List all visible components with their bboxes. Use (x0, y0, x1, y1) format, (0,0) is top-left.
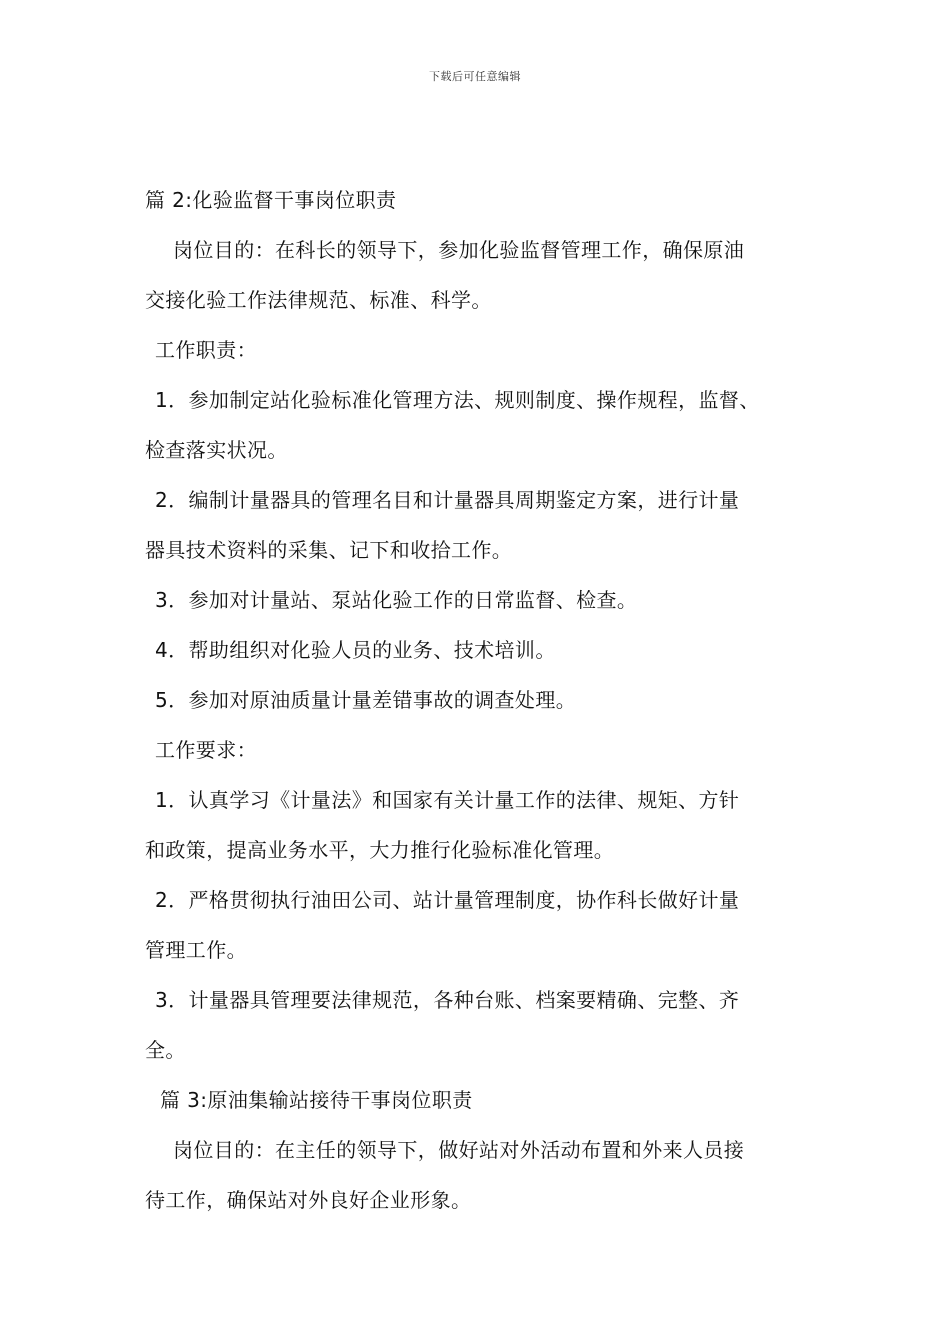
subheading-duties: 工作职责： (155, 338, 257, 362)
section-title-3: 篇 3:原油集输站接待干事岗位职责 (160, 1088, 473, 1112)
paragraph-line: 待工作，确保站对外良好企业形象。 (145, 1188, 472, 1212)
paragraph-line: 管理工作。 (145, 938, 247, 962)
paragraph-line: 全。 (145, 1038, 186, 1062)
paragraph-line: 交接化验工作法律规范、标准、科学。 (145, 288, 492, 312)
section-title-2: 篇 2:化验监督干事岗位职责 (145, 188, 397, 212)
paragraph-line: 岗位目的：在主任的领导下，做好站对外活动布置和外来人员接 (173, 1138, 745, 1162)
list-item: 1．认真学习《计量法》和国家有关计量工作的法律、规矩、方针 (155, 788, 740, 812)
list-item: 1．参加制定站化验标准化管理方法、规则制度、操作规程，监督、 (155, 388, 760, 412)
paragraph-line: 检查落实状况。 (145, 438, 288, 462)
list-item: 5．参加对原油质量计量差错事故的调查处理。 (155, 688, 577, 712)
list-item: 3．参加对计量站、泵站化验工作的日常监督、检查。 (155, 588, 638, 612)
subheading-requirements: 工作要求： (155, 738, 257, 762)
paragraph-line: 器具技术资料的采集、记下和收拾工作。 (145, 538, 513, 562)
paragraph-line: 岗位目的：在科长的领导下，参加化验监督管理工作，确保原油 (173, 238, 745, 262)
list-item: 2．严格贯彻执行油田公司、站计量管理制度，协作科长做好计量 (155, 888, 740, 912)
list-item: 4．帮助组织对化验人员的业务、技术培训。 (155, 638, 556, 662)
list-item: 3．计量器具管理要法律规范，各种台账、档案要精确、完整、齐 (155, 988, 740, 1012)
list-item: 2．编制计量器具的管理名目和计量器具周期鉴定方案，进行计量 (155, 488, 740, 512)
page-header: 下载后可任意编辑 (429, 70, 521, 83)
paragraph-line: 和政策，提高业务水平，大力推行化验标准化管理。 (145, 838, 615, 862)
